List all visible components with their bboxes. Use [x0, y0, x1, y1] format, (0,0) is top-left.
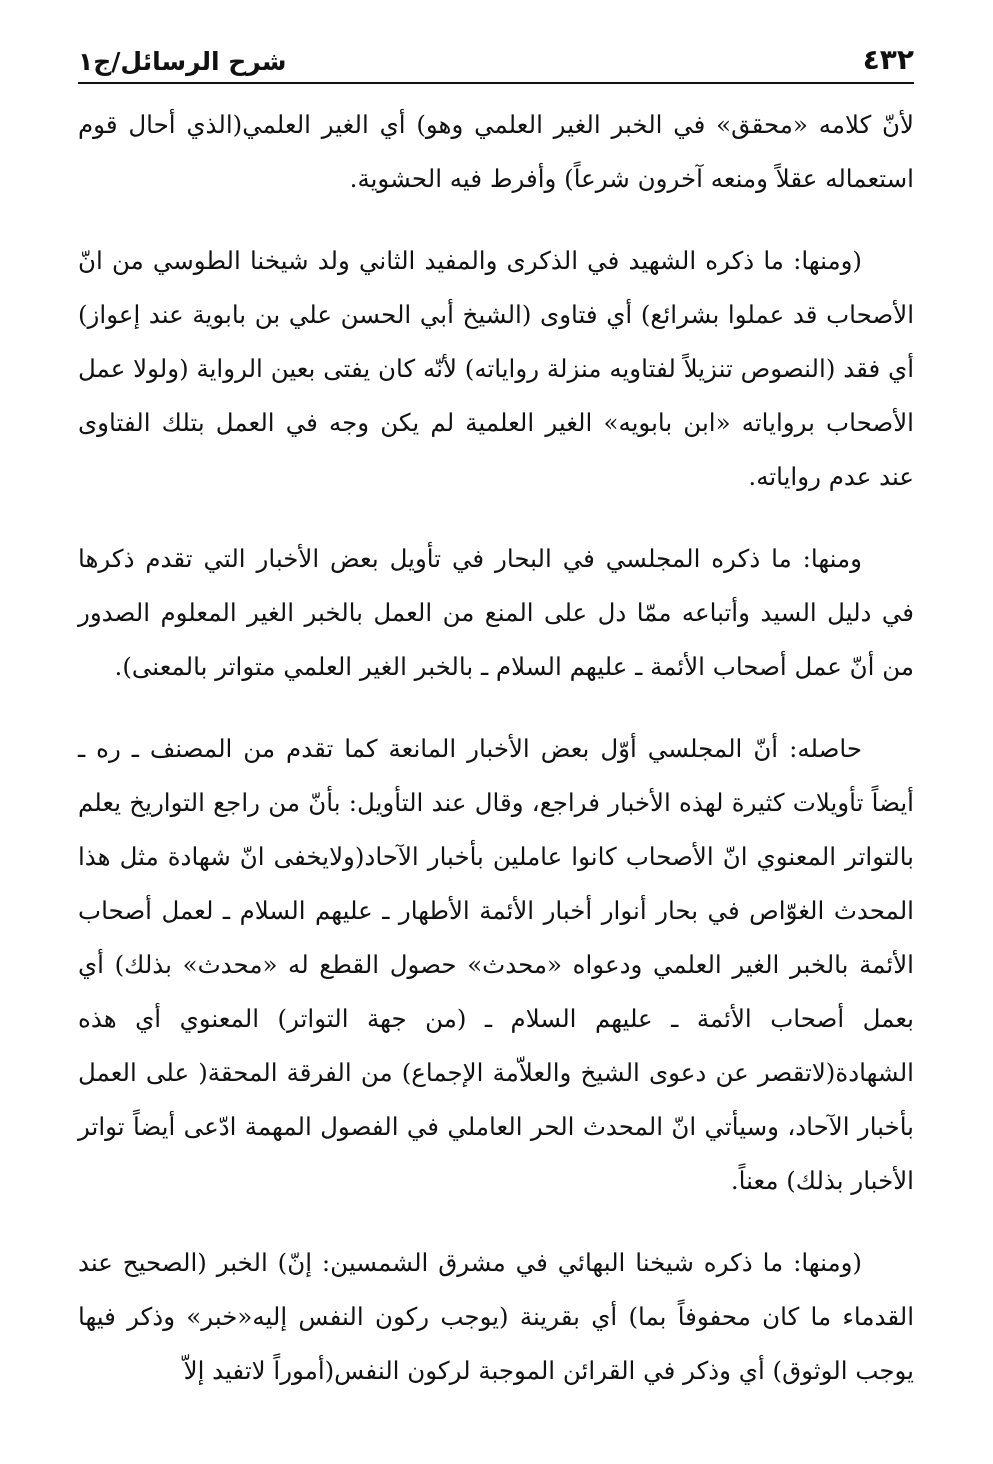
paragraph: لأنّ كلامه «محقق» في الخبر الغير العلمي وهو) أي الغير العلمي(الذي أحال قوم استعماله عقلاً ومنعه آخرون شرعاً) وأفرط فيه الحشوية.	[78, 110, 914, 193]
paragraph: ومنها: ما ذكره المجلسي في البحار في تأويل بعض الأخبار التي تقدم ذكرها في دليل السيد وأتباعه ممّا دل على المنع من العمل بالخبر الغير المعلوم الصدور من أنّ عمل أصحاب الأئمة ـ عليهم السلام ـ بالخبر الغير العلمي متواتر بالمعنى).	[78, 544, 914, 681]
paragraph: (ومنها: ما ذكره الشهيد في الذكرى والمفيد الثاني ولد شيخنا الطوسي من انّ الأصحاب قد عملوا بشرائع) أي فتاوى (الشيخ أبي الحسن علي بن بابوية عند إعواز) أي فقد (النصوص تنزيلاً لفتاويه منزلة رواياته) لأنّه كان يفتى بعين الرواية (ولولا عمل الأصحاب برواياته «ابن بابويه» الغير العلمية لم يكن وجه في العمل بتلك الفتاوى عند عدم رواياته.	[78, 246, 914, 491]
running-title: شرح الرسائل/ج١	[78, 47, 287, 76]
paragraph: (ومنها: ما ذكره شيخنا البهائي في مشرق الشمسين: إنّ) الخبر (الصحيح عند القدماء ما كان محفوفاً بما) أي بقرينة (يوجب ركون النفس إليه«خبر» وذكر فيها يوجب الوثوق) أي وذكر في القرائن الموجبة لركون النفس(أموراً لاتفيد إلاّ	[78, 1248, 914, 1385]
page-number: ٤٣٢	[862, 43, 914, 76]
paragraph: حاصله: أنّ المجلسي أوّل بعض الأخبار المانعة كما تقدم من المصنف ـ ره ـ أيضاً تأويلات كثيرة لهذه الأخبار فراجع، وقال عند التأويل: بأنّ من راجع التواريخ يعلم بالتواتر المعنوي انّ الأصحاب كانوا عاملين بأخبار الآحاد(ولايخفى انّ شهادة مثل هذا المحدث الغوّاص في بحار أنوار أخبار الأئمة الأطهار ـ عليهم السلام ـ لعمل أصحاب الأئمة بالخبر الغير العلمي ودعواه «محدث» حصول القطع له «محدث» بذلك) أي بعمل أصحاب الأئمة ـ عليهم السلام ـ (من جهة التواتر) المعنوي أي هذه الشهادة(لاتقصر عن دعوى الشيخ والعلاّمة الإجماع) من الفرقة المحقة( على العمل بأخبار الآحاد، وسيأتي انّ المحدث الحر العاملي في الفصول المهمة ادّعى أيضاً تواتر الأخبار بذلك) معناً.	[78, 734, 914, 1195]
page-header	[78, 36, 914, 84]
body-text	[78, 98, 914, 1398]
book-page	[78, 36, 914, 1436]
